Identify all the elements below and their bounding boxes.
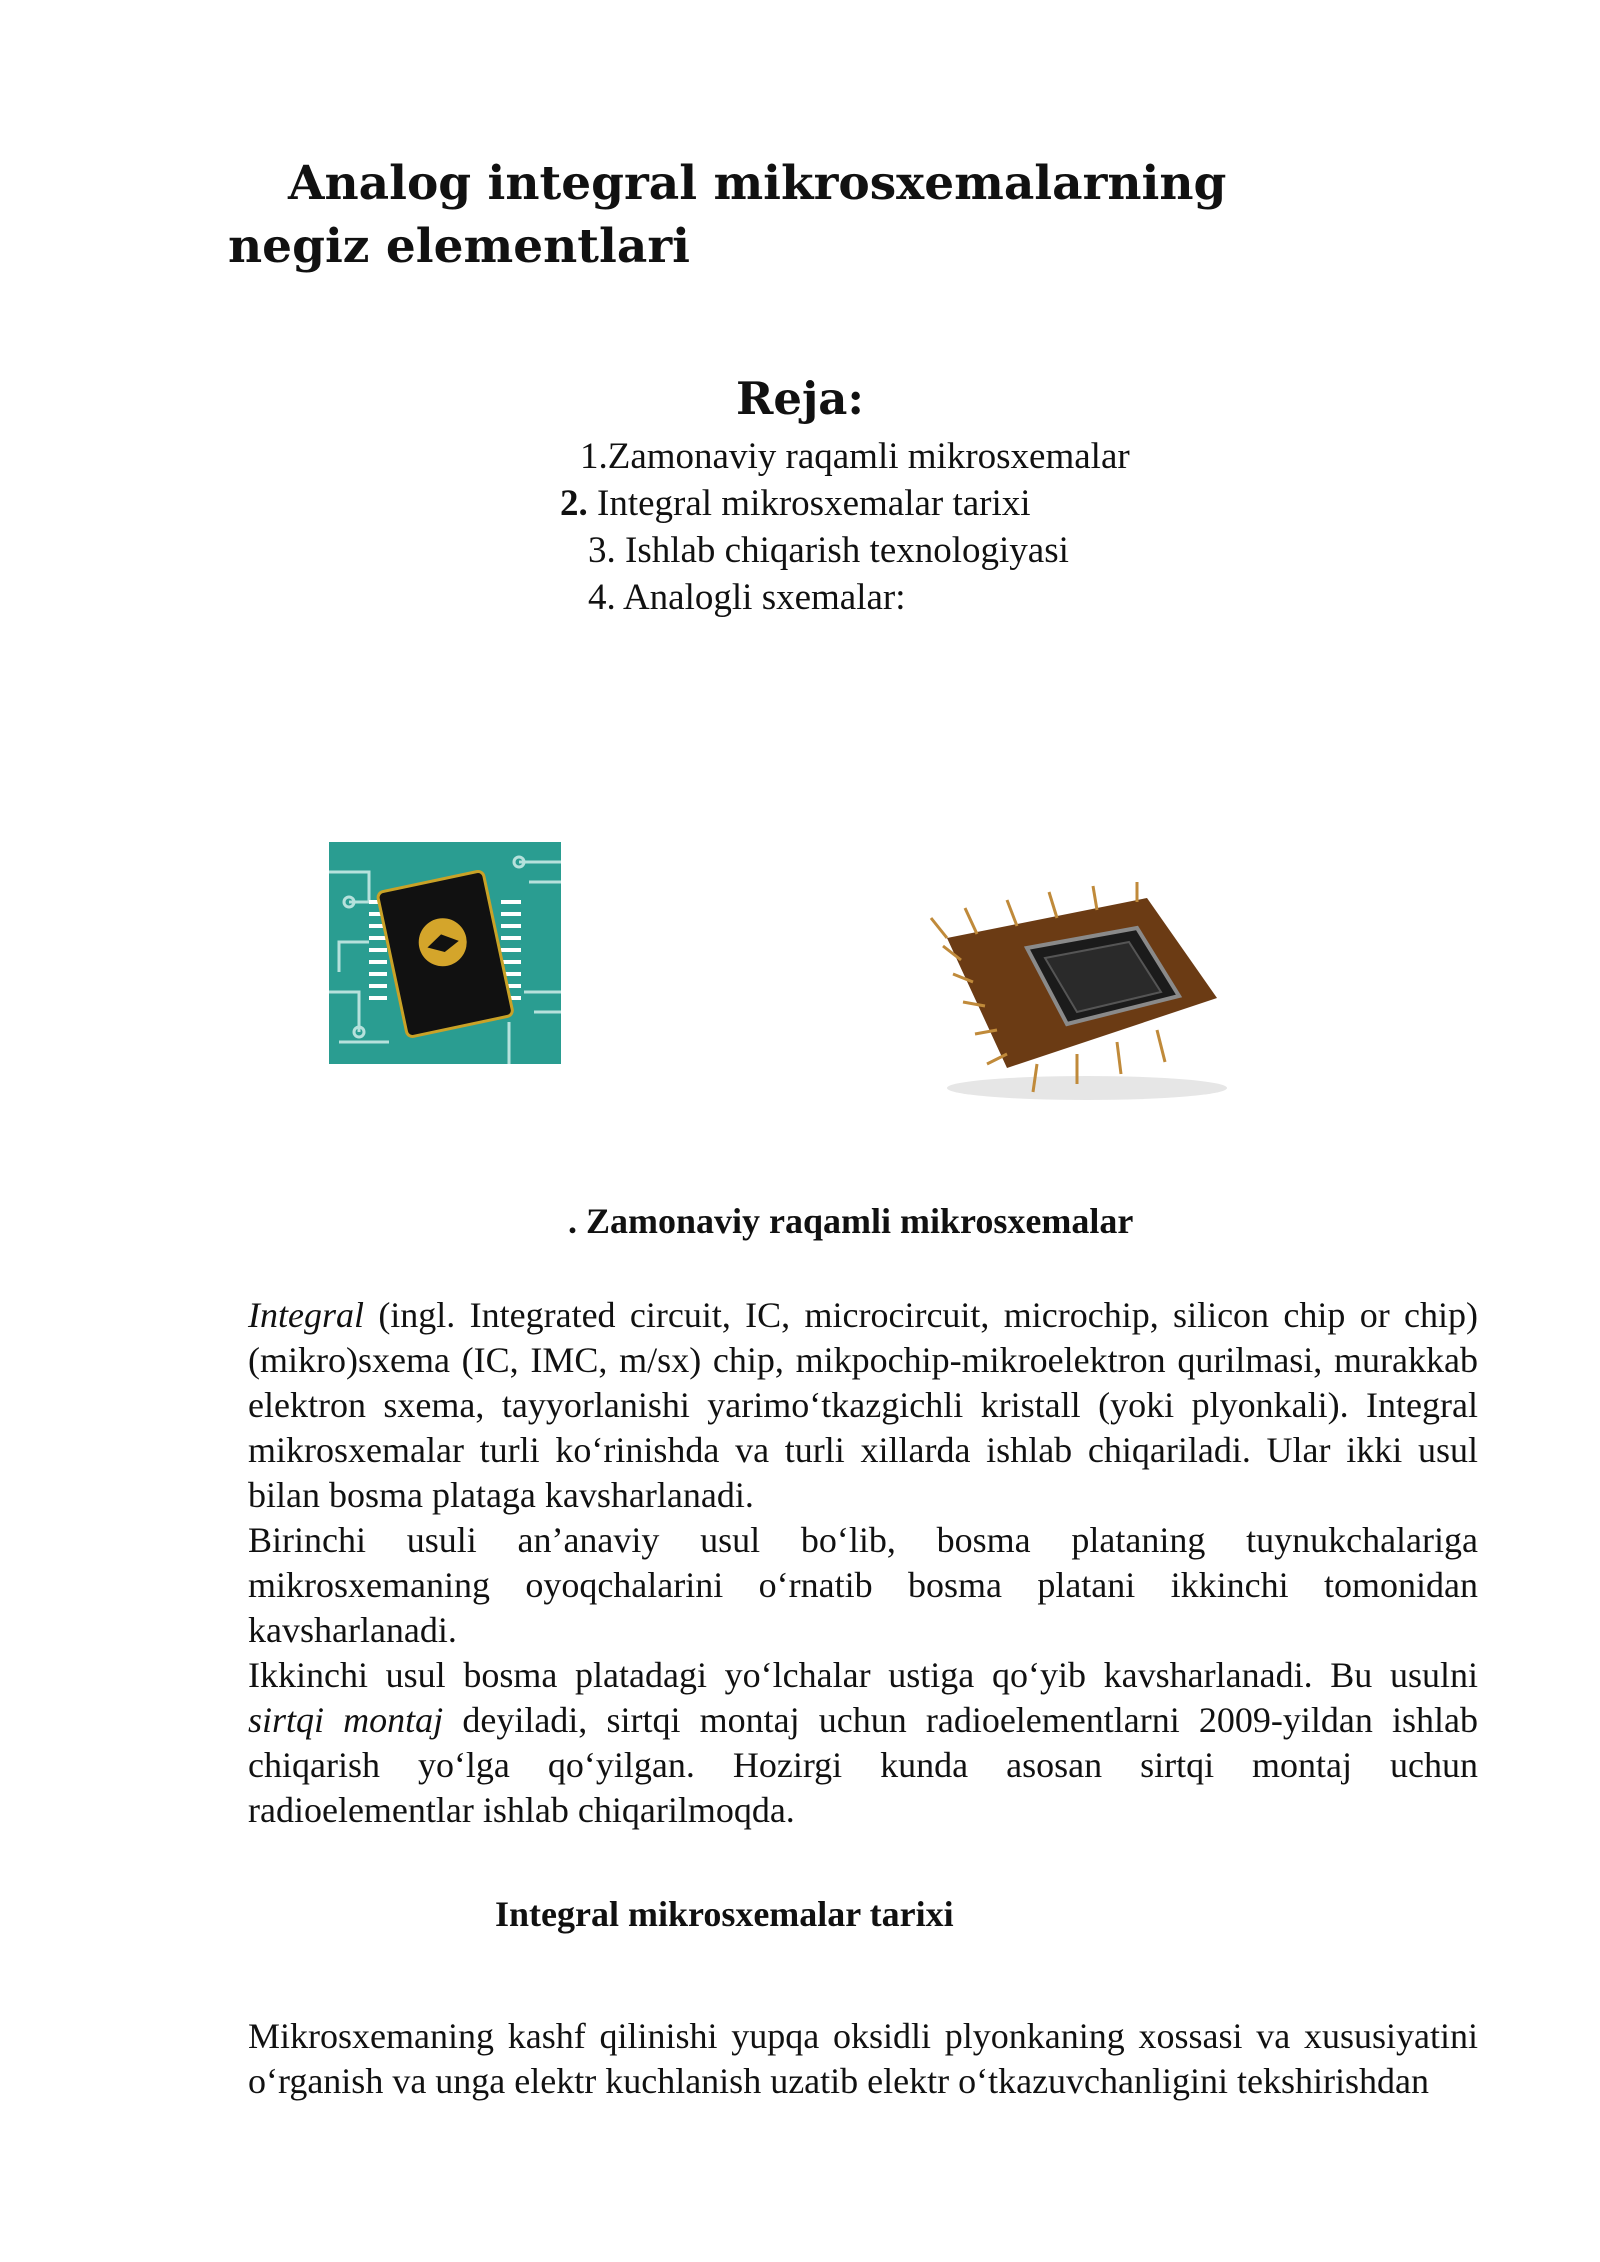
plan-item-2 [560, 481, 1031, 527]
plan-item-number: 4. [588, 577, 616, 618]
paragraph-history: Mikrosxemaning kashf qilinishi yupqa oksidli plyonkaning xossasi va xususiyatini o‘rganish va unga elektr kuchlanish uzatib elektr o‘tkazuvchanligini tekshirishdan [248, 2016, 1478, 2101]
section-heading-history: Integral mikrosxemalar tarixi [495, 1894, 954, 1934]
paragraph-integral-definition [248, 1293, 1478, 1518]
paragraph-first-method: Birinchi usuli an’anaviy usul bo‘lib, bosma plataning tuynukchalariga mikrosxemaning oyoqchalarini o‘rnatib bosma platani ikkinchi tomonidan kavsharlanadi. [248, 1520, 1478, 1650]
section-heading-modern-microcircuits: . Zamonaviy raqamli mikrosxemalar [568, 1201, 1134, 1241]
plan-item-number: 3. [588, 530, 616, 571]
plan-heading: Reja: [735, 372, 865, 425]
paragraph-second-method [248, 1653, 1478, 1833]
paragraph-text: Ikkinchi usul bosma platadagi yo‘lchalar ustiga qo‘yib kavsharlanadi. Bu usulni [248, 1655, 1478, 1695]
plan-item-4 [588, 575, 906, 621]
plan-item-3 [588, 528, 1069, 574]
paragraph-text: deyiladi, sirtqi montaj uchun radioelementlarni 2009-yildan ishlab chiqarish yo‘lga qo‘yilgan. Hozirgi kunda asosan sirtqi montaj uchun radioelementlar ishlab chiqarilmoqda. [248, 1700, 1478, 1830]
processor-chip-image [917, 878, 1241, 1104]
emphasis-surface-mount: sirtqi montaj [248, 1700, 444, 1740]
plan-item-text: Zamonaviy raqamli mikrosxemalar [607, 436, 1130, 477]
plan-item-1 [580, 434, 1130, 480]
plan-item-text: Ishlab chiqarish texnologiyasi [615, 530, 1069, 571]
document-title: Analog integral mikrosxemalarning negiz elementlari [228, 156, 1227, 274]
plan-item-text: Analogli sxemalar: [615, 577, 906, 618]
emphasis-integral: Integral [248, 1295, 364, 1335]
plan-item-text: Integral mikrosxemalar tarixi [587, 483, 1031, 524]
chip-on-board-image [329, 842, 561, 1064]
paragraph-text: (ingl. Integrated circuit, IC, microcircuit, microchip, silicon chip or chip) (mikro)sxema (IC, IMC, m/sx) chip, mikpochip-mikroelektron qurilmasi, murakkab elektron sxema, tayyorlanishi yarimo‘tkazgichli kristall (yoki plyonkali). Integral mikrosxemalar turli ko‘rinishda va turli xillarda ishlab chiqariladi. Ular ikki usul bilan bosma plataga kavsharlanadi. [248, 1295, 1478, 1515]
plan-item-number: 2. [560, 483, 588, 524]
plan-item-number: 1. [580, 436, 608, 477]
